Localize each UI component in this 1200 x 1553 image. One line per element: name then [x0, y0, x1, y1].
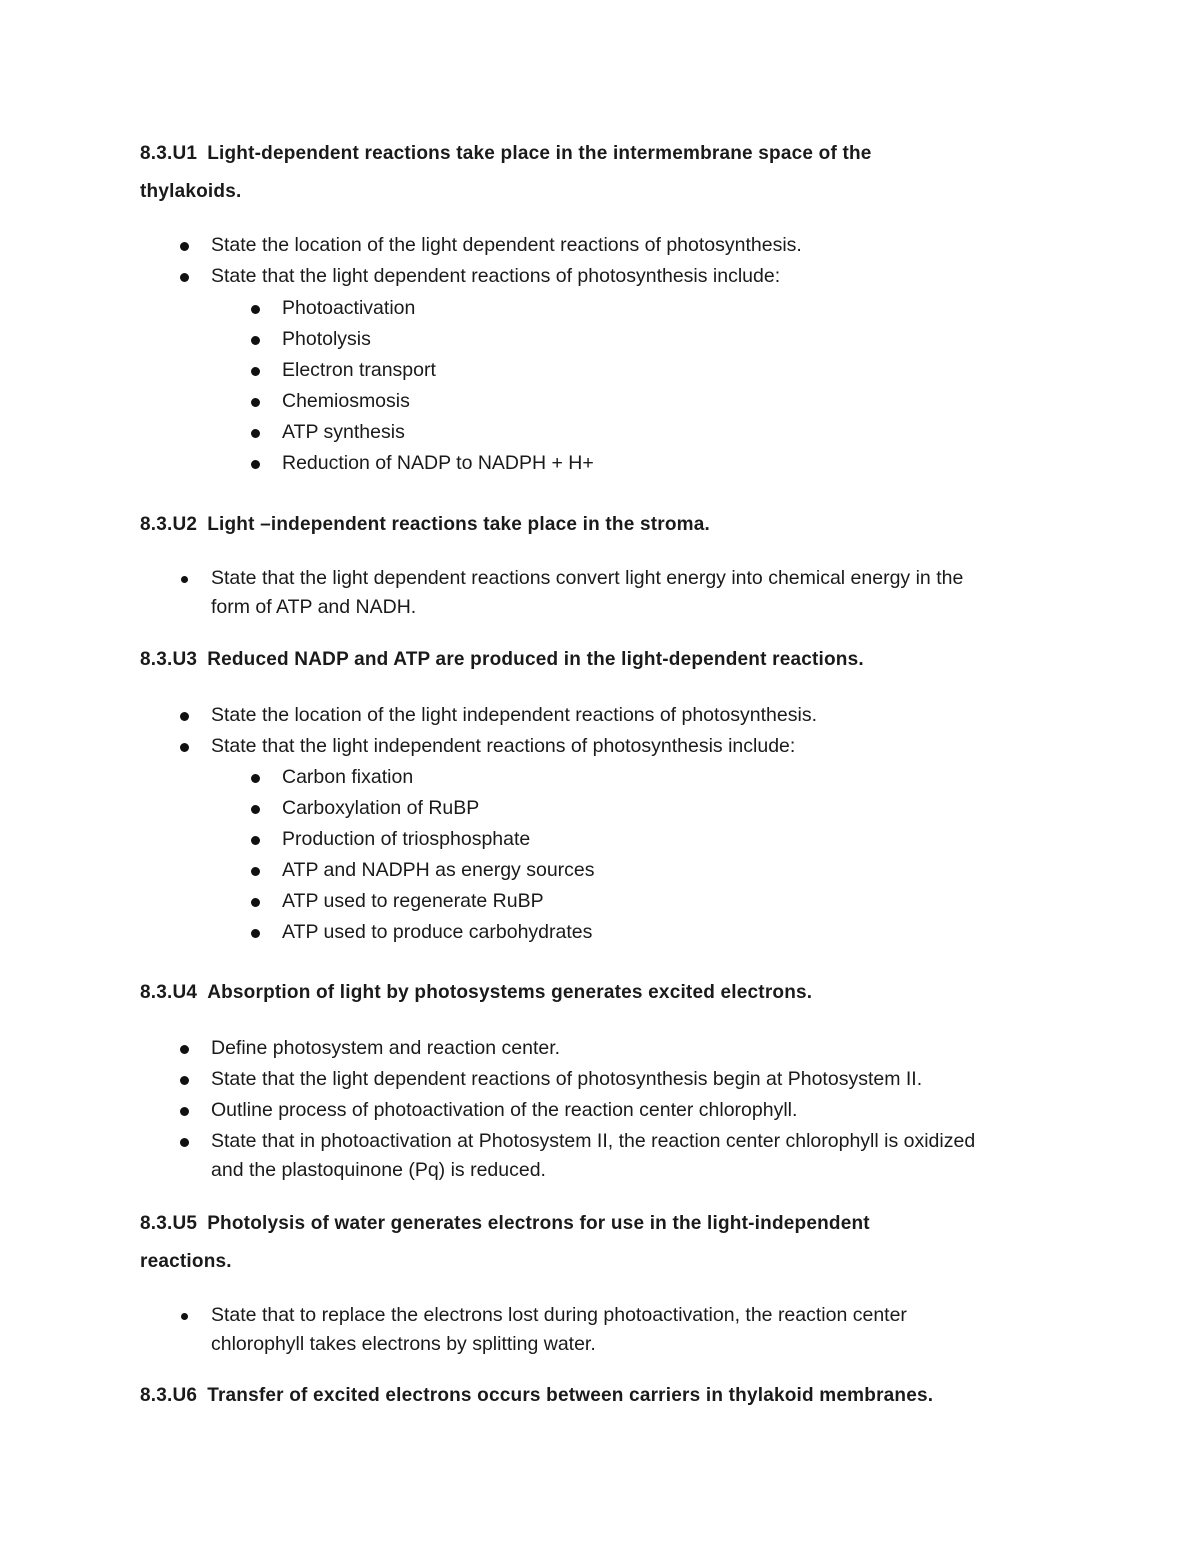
list-item: State that to replace the electrons lost during photoactivation, the reaction center chlorophyll takes electrons by splitting water.: [211, 1301, 1071, 1359]
bullet-icon: [251, 867, 260, 876]
section-title-line: Absorption of light by photosystems generates excited electrons.: [207, 982, 813, 1003]
sub-list-item: Carbon fixation: [282, 763, 1042, 792]
section-code: 8.3.U5: [140, 1213, 198, 1234]
bullet-icon: [251, 367, 260, 376]
list-item: State the location of the light dependent reactions of photosynthesis.: [211, 231, 1071, 260]
bullet-icon: [180, 743, 189, 752]
section-code: 8.3.U4: [140, 982, 198, 1003]
section-heading-u1: [140, 135, 1020, 211]
sub-list-item: Reduction of NADP to NADPH + H+: [282, 449, 1042, 478]
list-item: State that the light dependent reactions of photosynthesis include:: [211, 262, 1071, 291]
bullet-icon: [181, 576, 188, 583]
section-title-line: Photolysis of water generates electrons for use in the light-independent: [207, 1213, 870, 1234]
bullet-icon: [180, 712, 189, 721]
sub-list-item: Photoactivation: [282, 294, 1042, 323]
sub-list-item: ATP used to produce carbohydrates: [282, 918, 1042, 947]
section-code: 8.3.U1: [140, 143, 198, 164]
bullet-icon: [180, 242, 189, 251]
section-heading-u3: [140, 641, 1020, 679]
bullet-icon: [251, 898, 260, 907]
section-title-line: Light-dependent reactions take place in the intermembrane space of the: [207, 143, 872, 164]
sub-list-item: ATP used to regenerate RuBP: [282, 887, 1042, 916]
bullet-icon: [180, 1076, 189, 1085]
section-code: 8.3.U3: [140, 649, 198, 670]
bullet-icon: [251, 429, 260, 438]
section-heading-u4: [140, 974, 1020, 1012]
bullet-icon: [251, 460, 260, 469]
list-item: State that the light dependent reactions convert light energy into chemical energy in the form of ATP and NADH.: [211, 564, 1071, 622]
list-item: Outline process of photoactivation of the reaction center chlorophyll.: [211, 1096, 1071, 1125]
section-code: 8.3.U6: [140, 1385, 198, 1406]
bullet-icon: [180, 1045, 189, 1054]
bullet-icon: [251, 805, 260, 814]
bullet-icon: [251, 336, 260, 345]
list-item: State that the light independent reactions of photosynthesis include:: [211, 732, 1071, 761]
bullet-icon: [180, 1107, 189, 1116]
list-item: State that in photoactivation at Photosystem II, the reaction center chlorophyll is oxidized and the plastoquinone (Pq) is reduced.: [211, 1127, 1071, 1185]
sub-list-item: Chemiosmosis: [282, 387, 1042, 416]
bullet-icon: [180, 1138, 189, 1147]
section-heading-u6: [140, 1377, 1020, 1415]
section-code: 8.3.U2: [140, 514, 198, 535]
bullet-icon: [251, 774, 260, 783]
sub-list-item: ATP and NADPH as energy sources: [282, 856, 1042, 885]
sub-list-item: ATP synthesis: [282, 418, 1042, 447]
list-item: Define photosystem and reaction center.: [211, 1034, 1071, 1063]
section-title-line: thylakoids.: [140, 181, 242, 202]
bullet-icon: [251, 929, 260, 938]
sub-list-item: Production of triosphosphate: [282, 825, 1042, 854]
list-item: State the location of the light independent reactions of photosynthesis.: [211, 701, 1071, 730]
list-item: State that the light dependent reactions of photosynthesis begin at Photosystem II.: [211, 1065, 1071, 1094]
sub-list-item: Photolysis: [282, 325, 1042, 354]
sub-list-item: Electron transport: [282, 356, 1042, 385]
bullet-icon: [180, 273, 189, 282]
bullet-icon: [181, 1313, 188, 1320]
section-title-line: Light –independent reactions take place in the stroma.: [207, 514, 710, 535]
section-heading-u2: [140, 506, 1020, 544]
sub-list-item: Carboxylation of RuBP: [282, 794, 1042, 823]
section-title-line: Reduced NADP and ATP are produced in the light-dependent reactions.: [207, 649, 864, 670]
section-title-line: reactions.: [140, 1251, 232, 1272]
section-title-line: Transfer of excited electrons occurs between carriers in thylakoid membranes.: [207, 1385, 934, 1406]
bullet-icon: [251, 305, 260, 314]
section-heading-u5: [140, 1205, 1020, 1281]
bullet-icon: [251, 398, 260, 407]
bullet-icon: [251, 836, 260, 845]
